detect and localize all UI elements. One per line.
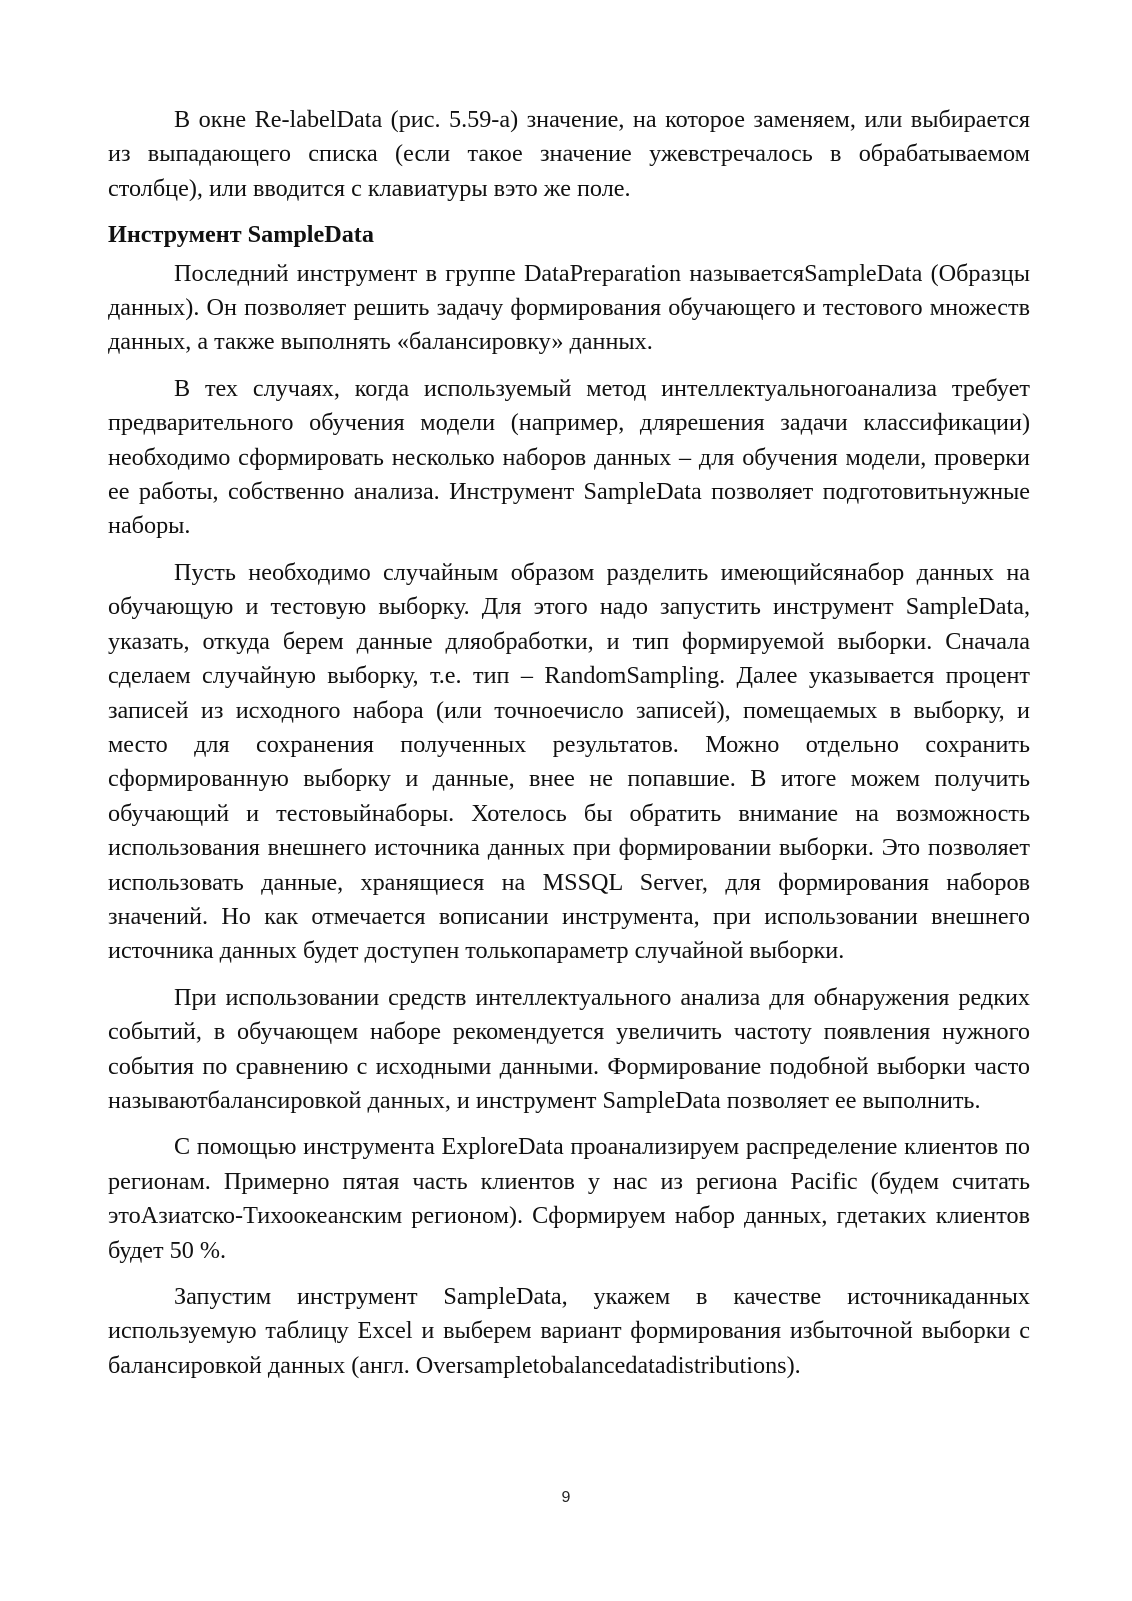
paragraph-random-sampling: Пусть необходимо случайным образом разделить имеющийсянабор данных на обучающую и тестовую выборку. Для этого надо запустить инструмент SampleData, указать, откуда берем данные дляобработки, и тип формируемой выборки. Сначала сделаем случайную выборку, т.е. тип – RandomSampling. Далее указывается процент записей из исходного набора (или точноечисло записей), помещаемых в выборку, и место для сохранения полученных результатов. Можно отдельно сохранить сформированную выборку и данные, внее не попавшие. В итоге можем получить обучающий и тестовыйнаборы. Хотелось бы обратить внимание на возможность использования внешнего источника данных при формировании выборки. Это позволяет использовать данные, хранящиеся на MSSQL Server, для формирования наборов значений. Но как отмечается вописании инструмента, при использовании внешнего источника данных будет доступен толькопараметр случайной выборки. xyxy=(108,558,1030,965)
paragraph-training-sets: В тех случаях, когда используемый метод интеллектуальногоанализа требует предварительного обучения модели (например, длярешения задачи классификации) необходимо сформировать несколько наборов данных – для обучения модели, проверки ее работы, собственно анализа. Инструмент SampleData позволяет подготовитьнужные наборы. xyxy=(108,374,1030,540)
paragraph-explore-data: С помощью инструмента ExploreData проанализируем распределение клиентов по регионам. Примерно пятая часть клиентов у нас из региона Pacific (будем считать этоАзиатско-Тихоокеанским регионом). Сформируем набор данных, гдетаких клиентов будет 50 %. xyxy=(108,1133,1030,1264)
paragraph-balancing: При использовании средств интеллектуального анализа для обнаружения редких событий, в обучающем наборе рекомендуется увеличить частоту появления нужного события по сравнению с исходными данными. Формирование подобной выборки часто называютбалансировкой данных, и инструмент SampleData позволяет ее выполнить. xyxy=(108,983,1030,1114)
document-page xyxy=(108,103,1030,1395)
paragraph-oversample: Запустим инструмент SampleData, укажем в качестве источникаданных используемую таблицу Excel и выберем вариант формирования избыточной выборки с балансировкой данных (англ. Oversampletobalancedatadistributions). xyxy=(108,1283,1030,1379)
section-heading: Инструмент SampleData xyxy=(108,221,374,249)
paragraph-sampledata-intro: Последний инструмент в группе DataPreparation называетсяSampleData (Образцы данных). Он позволяет решить задачу формирования обучающего и тестового множеств данных, а также выполнять «балансировку» данных. xyxy=(108,259,1030,356)
paragraph-relabel-data: В окне Re-labelData (рис. 5.59-а) значение, на которое заменяем, или выбирается из выпадающего списка (если такое значение ужевстречалось в обрабатываемом столбце), или вводится с клавиатуры вэто же поле. xyxy=(108,106,1030,202)
page-number: 9 xyxy=(561,1489,571,1506)
